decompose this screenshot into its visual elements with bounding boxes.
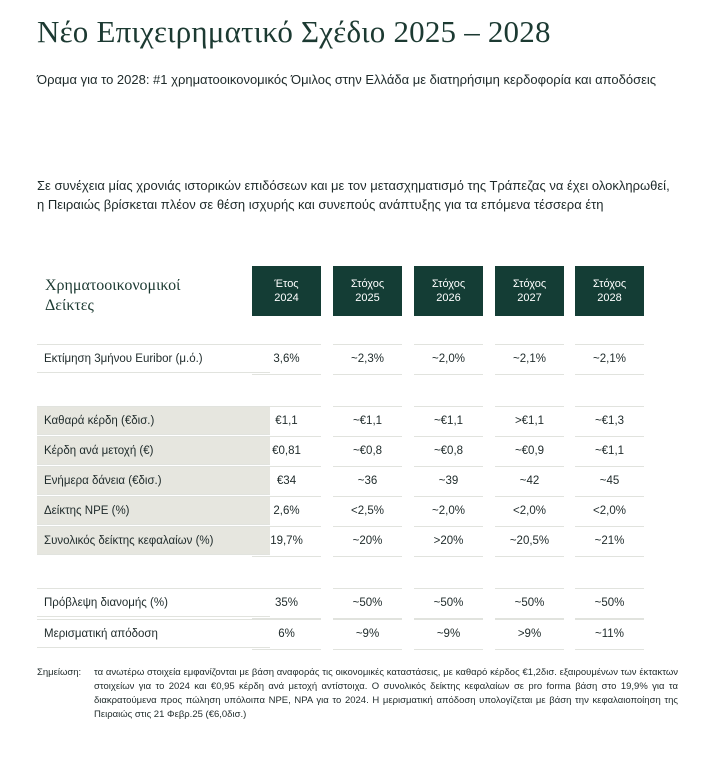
row-label: Συνολικός δείκτης κεφαλαίων (%) — [37, 526, 270, 555]
table-cell: <2,5% — [333, 496, 402, 527]
table-cell: ~50% — [333, 588, 402, 619]
table-cell: ~2,0% — [414, 344, 483, 375]
table-cell: ~€1,1 — [333, 406, 402, 437]
table-cell: ~2,1% — [575, 344, 644, 375]
row-label: Ενήμερα δάνεια (€δισ.) — [37, 466, 270, 495]
table-cell: ~€1,1 — [575, 436, 644, 467]
table-cell: >€1,1 — [495, 406, 564, 437]
column-header — [575, 266, 644, 316]
table-cell: ~36 — [333, 466, 402, 497]
table-cell: ~50% — [495, 588, 564, 619]
table-cell: ~2,1% — [495, 344, 564, 375]
table-cell: ~11% — [575, 619, 644, 650]
table-cell: 6% — [252, 619, 321, 650]
table-cell: ~2,3% — [333, 344, 402, 375]
column-header-line2: 2027 — [517, 292, 542, 304]
column-header-line2: 2025 — [355, 292, 380, 304]
column-header-line1: Στόχος — [431, 278, 466, 290]
table-cell: ~42 — [495, 466, 564, 497]
table-cell: ~€0,8 — [414, 436, 483, 467]
column-header-line2: 2024 — [274, 292, 299, 304]
note-text: τα ανωτέρω στοιχεία εμφανίζονται με βάση αναφοράς τις οικονομικές καταστάσεις, με καθαρό κέρδος €1,2δισ. εξαιρουμένων των έκτακτων στοιχείων για το 2024 και €0,95 κέρδη ανά μετοχή αντίστοιχα. Ο συνολικός δείκτης κεφαλαίων σε pro forma βάση στο 19,9% για τα διακρατούμενα προς πώληση υπόλοιπα NPE, NPA για το 2024. Η μερισματική απόδοση υπολογίζεται με βάση την κεφαλαιοποίηση της Πειραιώς στις 21 Φεβρ.25 (€6,0δισ.) — [94, 667, 678, 720]
table-cell: >20% — [414, 526, 483, 557]
table-cell: ~9% — [414, 619, 483, 650]
row-label: Κέρδη ανά μετοχή (€) — [37, 436, 270, 465]
column-header — [495, 266, 564, 316]
column-header-line1: Στόχος — [350, 278, 385, 290]
table-cell: €1,1 — [252, 406, 321, 437]
table-cell: ~€1,3 — [575, 406, 644, 437]
table-cell: ~50% — [575, 588, 644, 619]
row-label: Καθαρά κέρδη (€δισ.) — [37, 406, 270, 435]
table-cell: ~50% — [414, 588, 483, 619]
column-header — [252, 266, 321, 316]
table-cell: 19,7% — [252, 526, 321, 557]
intro-paragraph: Σε συνέχεια μίας χρονιάς ιστορικών επιδόσεων και με τον μετασχηματισμό της Τράπεζας να έχει ολοκληρωθεί, η Πειραιώς βρίσκεται πλέον σε θέση ισχυρής και συνεπούς ανάπτυξης για τα επόμενα τέσσερα έτη — [37, 178, 670, 212]
column-header-line1: Έτος — [274, 278, 299, 290]
table-header-label-line1: Χρηματοοικονομικοί — [45, 277, 181, 294]
table-cell: ~€0,8 — [333, 436, 402, 467]
table-cell: ~2,0% — [414, 496, 483, 527]
column-header-line2: 2028 — [597, 292, 622, 304]
column-header-line2: 2026 — [436, 292, 461, 304]
table-cell: 3,6% — [252, 344, 321, 375]
table-cell: ~€0,9 — [495, 436, 564, 467]
table-cell: 35% — [252, 588, 321, 619]
row-label: Εκτίμηση 3μήνου Euribor (μ.ό.) — [37, 344, 270, 373]
column-header-line1: Στόχος — [592, 278, 627, 290]
table-cell: ~20% — [333, 526, 402, 557]
column-header — [414, 266, 483, 316]
column-header-line1: Στόχος — [512, 278, 547, 290]
table-cell: ~20,5% — [495, 526, 564, 557]
column-header — [333, 266, 402, 316]
table-cell: ~39 — [414, 466, 483, 497]
table-cell: ~€1,1 — [414, 406, 483, 437]
table-cell: <2,0% — [575, 496, 644, 527]
row-label: Μερισματική απόδοση — [37, 619, 270, 648]
table-cell: >9% — [495, 619, 564, 650]
table-cell: €34 — [252, 466, 321, 497]
table-header-label-line2: Δείκτες — [45, 297, 94, 314]
subtitle: Όραμα για το 2028: #1 χρηματοοικονομικός Όμιλος στην Ελλάδα με διατηρήσιμη κερδοφορία και αποδόσεις — [37, 72, 657, 87]
row-label: Δείκτης NPE (%) — [37, 496, 270, 525]
table-cell: 2,6% — [252, 496, 321, 527]
table-cell: ~9% — [333, 619, 402, 650]
page-title: Νέο Επιχειρηματικό Σχέδιο 2025 – 2028 — [37, 14, 551, 49]
table-cell: ~21% — [575, 526, 644, 557]
note-label: Σημείωση: — [37, 667, 82, 678]
table-cell: €0,81 — [252, 436, 321, 467]
table-header-label — [45, 276, 180, 316]
table-cell: ~45 — [575, 466, 644, 497]
table-cell: <2,0% — [495, 496, 564, 527]
row-label: Πρόβλεψη διανομής (%) — [37, 588, 270, 617]
